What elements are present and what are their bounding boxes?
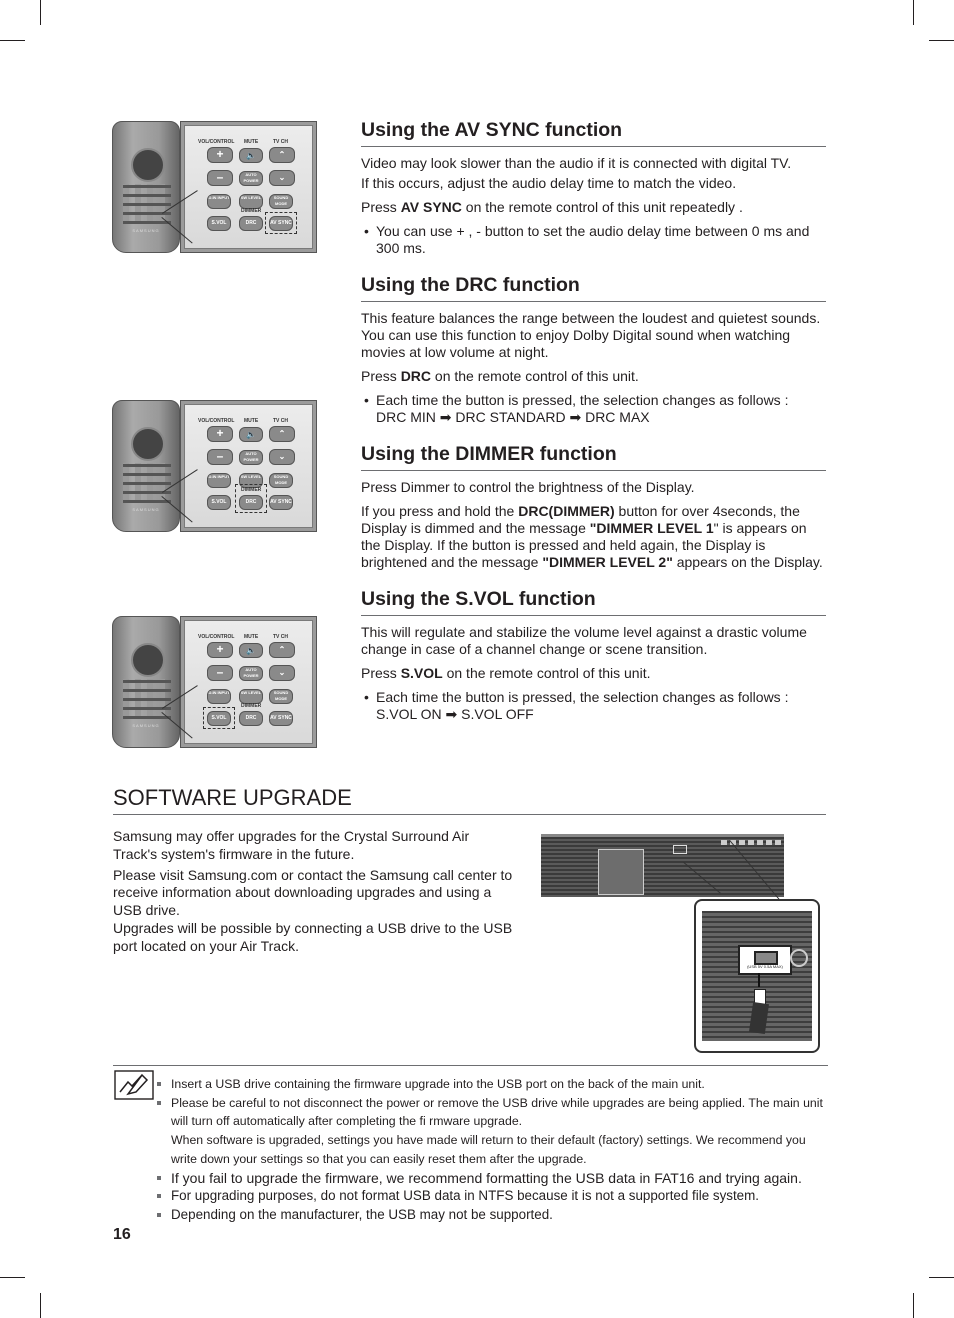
section-title: Using the DIMMER function <box>361 442 826 471</box>
drc-button: DRC <box>239 495 263 510</box>
message-name: "DIMMER LEVEL 2" <box>542 554 673 570</box>
remote-brand: SAMSUNG <box>132 507 160 512</box>
text: Press <box>361 665 401 681</box>
text: " is appears on the Display. If the button is pressed and held again, the Display is brightened and the message <box>361 520 807 570</box>
section-svol <box>361 587 826 723</box>
text: Press <box>361 199 401 215</box>
sw-level-button: SW LEVEL <box>239 194 263 209</box>
label-vol-control: VOL/CONTROL <box>198 634 235 640</box>
chevron-down-icon: ⌄ <box>269 449 295 465</box>
sound-mode-button: SOUND MODE <box>269 473 293 488</box>
label-vol-control: VOL/CONTROL <box>198 139 235 145</box>
bullet-item <box>361 689 826 723</box>
remote-illustration-av-sync <box>112 121 317 253</box>
highlight-box <box>265 212 297 234</box>
paragraph: This feature balances the range between the loudest and quietest sounds. You can use this function to enjoy Dolby Digital sound when watching movies at low volume at night. <box>361 310 821 360</box>
crop-mark <box>929 1277 954 1278</box>
paragraph <box>361 503 826 571</box>
label-tv-ch: TV CH <box>273 634 288 640</box>
chevron-down-icon: ⌄ <box>269 665 295 681</box>
usb-port-icon <box>754 951 778 965</box>
message-name: "DIMMER LEVEL 1 <box>589 520 714 536</box>
key-name: DRC <box>400 368 432 384</box>
section-title: Using the DRC function <box>361 273 826 302</box>
plus-button: + <box>207 147 233 163</box>
minus-button: – <box>207 665 233 681</box>
remote-body <box>112 616 180 748</box>
usb-drive-icon <box>749 1002 769 1034</box>
mute-icon: 🔈 <box>239 643 263 658</box>
note-item: If you fail to upgrade the firmware, we recommend formatting the USB data in FAT16 and trying again. <box>156 1169 828 1188</box>
text: on the remote control of this unit. <box>431 368 639 384</box>
press-instruction <box>361 368 826 385</box>
usb-port-frame <box>738 945 792 975</box>
auto-power-button: AUTO POWER <box>239 666 263 681</box>
key-name: AV SYNC <box>400 199 462 215</box>
usb-port-zoom-image <box>694 899 820 1053</box>
crop-mark <box>40 0 41 25</box>
paragraph: If this occurs, adjust the audio delay time to match the video. <box>361 175 737 191</box>
remote-dpad <box>131 148 165 182</box>
crop-mark <box>0 1277 25 1278</box>
product-panel <box>598 849 644 895</box>
jack-icon <box>790 949 808 967</box>
page-number: 16 <box>113 1226 131 1243</box>
notes-list <box>156 1075 828 1225</box>
sw-level-button: SW LEVEL <box>239 473 263 488</box>
text: DRC MIN ➡ DRC STANDARD ➡ DRC MAX <box>376 409 650 425</box>
chevron-down-icon: ⌄ <box>269 170 295 186</box>
bullet-item <box>361 392 826 426</box>
crop-mark <box>913 1293 914 1318</box>
minus-button: – <box>207 449 233 465</box>
paragraph: Press Dimmer to control the brightness of the Display. <box>361 479 695 495</box>
paragraph: Please visit Samsung.com or contact the Samsung call center to receive information about downloading upgrades and using a USB drive. <box>113 866 513 919</box>
plus-button: + <box>207 642 233 658</box>
label-dimmer: DIMMER <box>241 208 262 214</box>
software-body <box>113 828 523 956</box>
drc-button: DRC <box>239 216 263 231</box>
auto-power-button: AUTO POWER <box>239 450 263 465</box>
remote-illustration-drc-dimmer <box>112 400 317 532</box>
software-upgrade-heading <box>113 785 826 815</box>
label-mute: MUTE <box>244 634 259 640</box>
section-title: Using the S.VOL function <box>361 587 826 616</box>
remote-zoom-panel <box>180 121 317 253</box>
remote-brand: SAMSUNG <box>132 228 160 233</box>
chevron-up-icon: ⌃ <box>269 147 295 163</box>
sw-level-button: SW LEVEL <box>239 689 263 704</box>
note-item: Insert a USB drive containing the firmware upgrade into the USB port on the back of the main unit. <box>156 1075 828 1094</box>
mute-icon: 🔈 <box>239 427 263 442</box>
remote-zoom-inner <box>184 404 313 528</box>
note-item: Please be careful to not disconnect the power or remove the USB drive while upgrades are being applied. The main unit will turn off automatically after completing the fi rmware upgrade. <box>156 1094 828 1131</box>
text: appears on the Display. <box>672 554 823 570</box>
dinput-button: D.IN INPUT <box>207 689 231 704</box>
remote-zoom-inner <box>184 125 313 249</box>
highlight-box <box>203 707 235 729</box>
text: Each time the button is pressed, the selection changes as follows : <box>376 392 789 408</box>
sound-mode-button: SOUND MODE <box>269 194 293 209</box>
remote-brand: SAMSUNG <box>132 723 160 728</box>
dinput-button: D.IN INPUT <box>207 473 231 488</box>
svol-button: S.VOL <box>207 495 231 510</box>
drc-button: DRC <box>239 711 263 726</box>
paragraph: Upgrades will be possible by connecting a USB drive to the USB port located on your Air Track. <box>113 919 513 954</box>
section-title: Using the AV SYNC function <box>361 118 826 147</box>
mute-icon: 🔈 <box>239 148 263 163</box>
remote-dpad <box>131 427 165 461</box>
text: Each time the button is pressed, the selection changes as follows : <box>376 689 789 705</box>
page-title: SOFTWARE UPGRADE <box>113 785 352 810</box>
plus-button: + <box>207 426 233 442</box>
label-dimmer: DIMMER <box>241 703 262 709</box>
section-dimmer <box>361 442 826 571</box>
label-vol-control: VOL/CONTROL <box>198 418 235 424</box>
bullet-item: • You can use + , - button to set the audio delay time between 0 ms and 300 ms. <box>361 223 826 257</box>
text: on the remote control of this unit. <box>442 665 651 681</box>
section-av-sync <box>361 118 826 257</box>
svol-button: S.VOL <box>207 711 231 726</box>
section-drc <box>361 273 826 426</box>
note-item: Depending on the manufacturer, the USB may not be supported. <box>156 1206 828 1225</box>
paragraph: This will regulate and stabilize the volume level against a drastic volume change in case of a channel change or scene transition. <box>361 624 807 657</box>
remote-zoom-inner <box>184 620 313 744</box>
key-name: DRC(DIMMER) <box>518 503 615 519</box>
remote-zoom-panel <box>180 616 317 748</box>
label-tv-ch: TV CH <box>273 418 288 424</box>
zoom-inner <box>702 911 812 1041</box>
remote-body <box>112 400 180 532</box>
note-item: When software is upgraded, settings you have made will return to their default (factory) settings. We recommend you write down your settings so that you can easily reset them after the upgrade. <box>171 1133 806 1166</box>
label-tv-ch: TV CH <box>273 139 288 145</box>
text: on the remote control of this unit repeatedly . <box>461 199 743 215</box>
label-mute: MUTE <box>244 418 259 424</box>
note-divider <box>113 1065 828 1066</box>
svol-button: S.VOL <box>207 216 231 231</box>
av-sync-button: AV SYNC <box>269 711 293 726</box>
av-sync-button: AV SYNC <box>269 495 293 510</box>
minus-button: – <box>207 170 233 186</box>
crop-mark <box>913 0 914 25</box>
note-item: For upgrading purposes, do not format USB data in NTFS because it is not a supported file system. <box>156 1187 828 1206</box>
remote-body <box>112 121 180 253</box>
text: button for over 4seconds, the Display is dimmed and the message <box>361 503 800 536</box>
chevron-up-icon: ⌃ <box>269 642 295 658</box>
paragraph: Video may look slower than the audio if it is connected with digital TV. <box>361 155 792 171</box>
text: Press <box>361 368 401 384</box>
crop-mark <box>40 1293 41 1318</box>
remote-illustration-svol <box>112 616 317 748</box>
label-mute: MUTE <box>244 139 259 145</box>
crop-mark <box>929 40 954 41</box>
highlight-box <box>235 484 267 513</box>
auto-power-button: AUTO POWER <box>239 171 263 186</box>
paragraph: Samsung may offer upgrades for the Crystal Surround Air Track's system's firmware in the future. <box>113 828 470 862</box>
product-back-image <box>541 834 784 897</box>
sound-mode-button: SOUND MODE <box>269 689 293 704</box>
remote-dpad <box>131 643 165 677</box>
arrow-up-icon <box>758 973 760 987</box>
crop-mark <box>0 40 25 41</box>
note-icon <box>114 1070 154 1100</box>
usb-label: (USB 5V 0.5A MAX) <box>747 964 783 969</box>
press-instruction <box>361 665 826 682</box>
key-name: S.VOL <box>400 665 443 681</box>
text: If you press and hold the <box>361 503 519 519</box>
remote-zoom-panel <box>180 400 317 532</box>
press-instruction <box>361 199 826 216</box>
dinput-button: D.IN INPUT <box>207 194 231 209</box>
usb-port-icon <box>673 845 687 854</box>
av-sync-button: AV SYNC <box>269 216 293 231</box>
chevron-up-icon: ⌃ <box>269 426 295 442</box>
text: S.VOL ON ➡ S.VOL OFF <box>376 706 534 722</box>
label-dimmer: DIMMER <box>241 487 262 493</box>
